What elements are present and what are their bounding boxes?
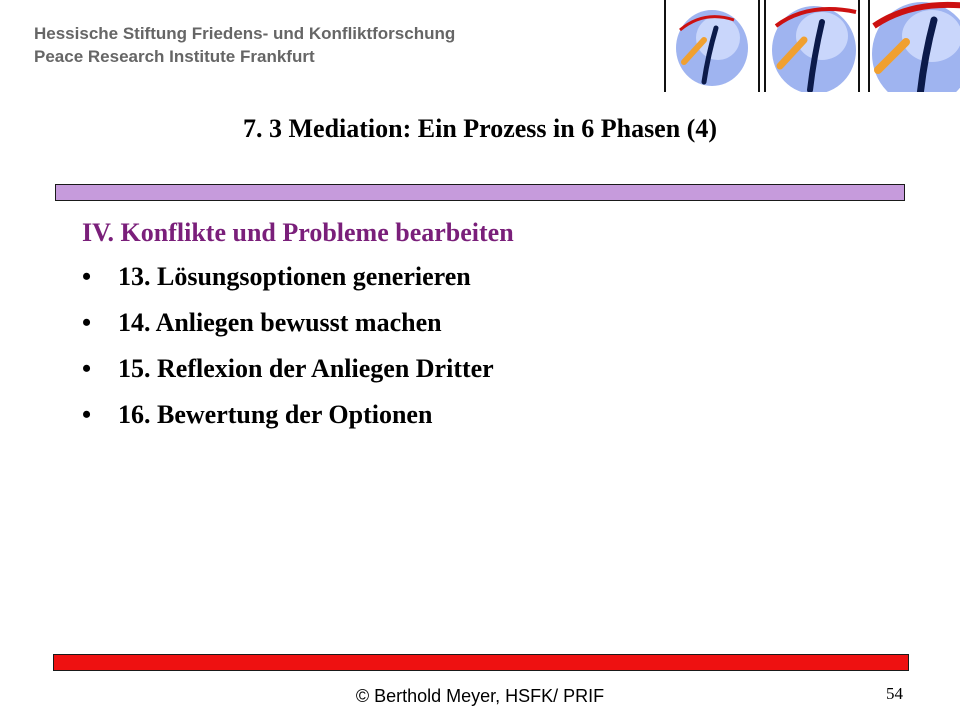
- organization-name-en: Peace Research Institute Frankfurt: [34, 47, 315, 66]
- bullet-icon: •: [82, 262, 92, 291]
- bullet-icon: •: [82, 354, 92, 383]
- list-item-text: 15. Reflexion der Anliegen Dritter: [118, 354, 494, 383]
- bullet-list: [82, 262, 494, 446]
- list-item: [82, 308, 494, 354]
- hsfk-logo-small-icon: [664, 0, 760, 92]
- list-item: [82, 354, 494, 400]
- list-item: [82, 262, 494, 308]
- organization-name-de: Hessische Stiftung Friedens- und Konfliktforschung: [34, 24, 456, 43]
- top-divider-bar: [55, 184, 905, 201]
- section-heading: IV. Konflikte und Probleme bearbeiten: [82, 218, 514, 247]
- footer-copyright: © Berthold Meyer, HSFK/ PRIF: [355, 686, 605, 706]
- bullet-icon: •: [82, 308, 92, 337]
- bullet-icon: •: [82, 400, 92, 429]
- bottom-divider-bar: [53, 654, 909, 671]
- list-item-text: 14. Anliegen bewusst machen: [118, 308, 442, 337]
- logo-group: [664, 0, 960, 92]
- list-item: [82, 400, 494, 446]
- organization-header: [34, 22, 455, 68]
- page-number: 54: [886, 684, 903, 703]
- slide-title: 7. 3 Mediation: Ein Prozess in 6 Phasen (4): [242, 114, 718, 143]
- list-item-text: 16. Bewertung der Optionen: [118, 400, 433, 429]
- list-item-text: 13. Lösungsoptionen generieren: [118, 262, 471, 291]
- hsfk-logo-medium-icon: [764, 0, 860, 92]
- hsfk-logo-large-icon: [868, 0, 960, 92]
